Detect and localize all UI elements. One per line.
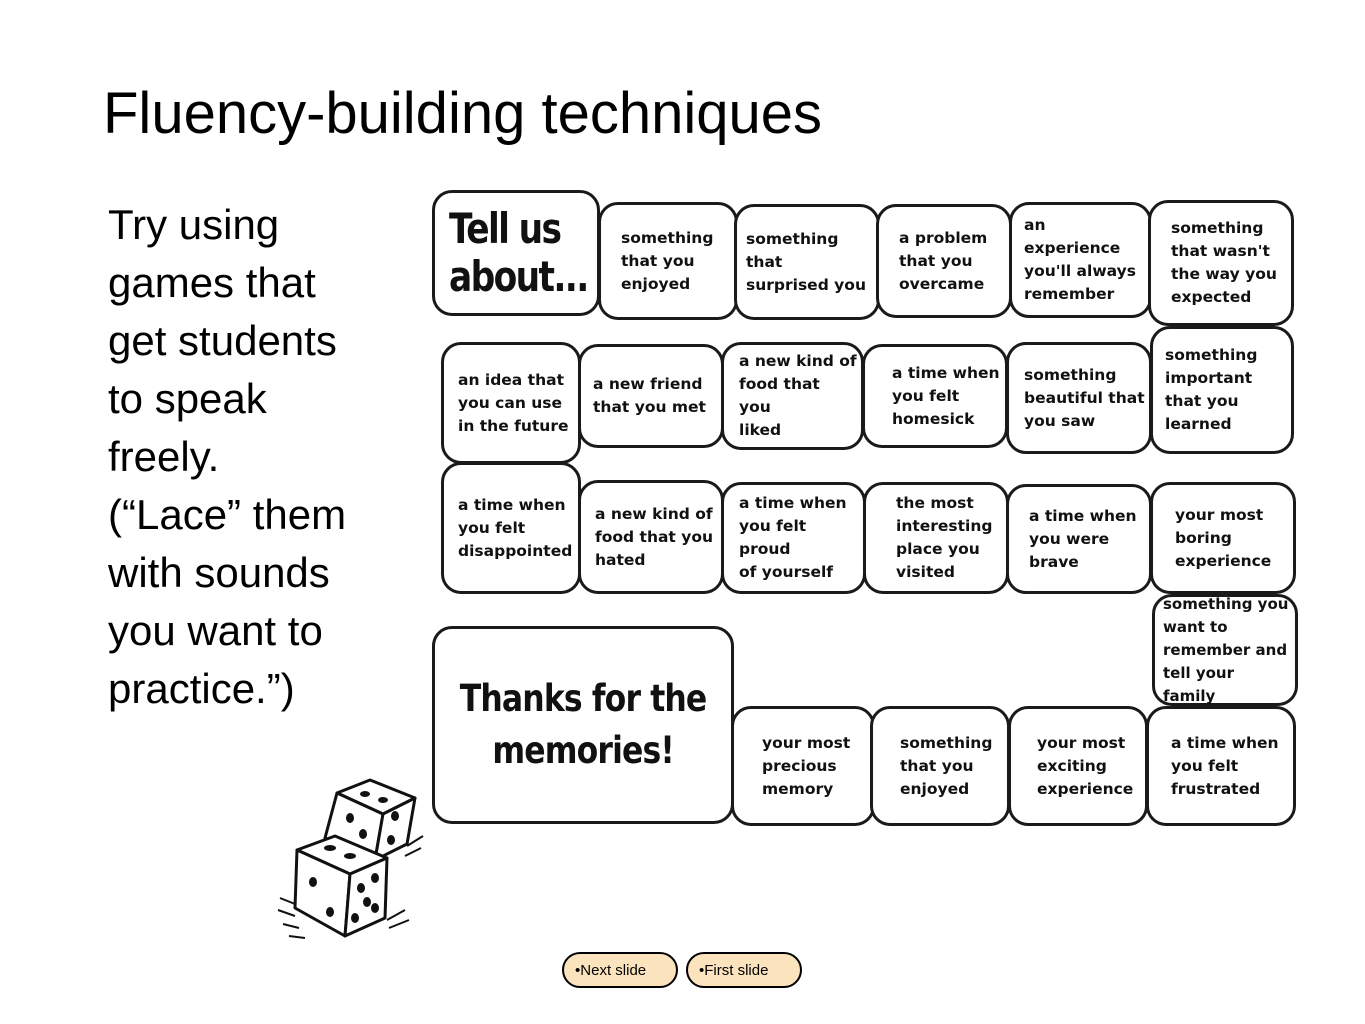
body-line: games that [108, 259, 316, 306]
body-line: Try using [108, 201, 280, 248]
board-space: a time when you felt disappointed [441, 462, 581, 594]
board-space: a time when you were brave [1006, 484, 1152, 594]
board-space: a problem that you overcame [876, 204, 1012, 318]
next-slide-label: Next slide [580, 961, 647, 979]
board-space: the most interesting place you visited [863, 482, 1009, 594]
board-space: a new friend that you met [578, 344, 724, 448]
body-line: practice.”) [108, 665, 295, 712]
board-space: a time when you felt proud of yourself [721, 482, 866, 594]
body-line: with sounds [108, 549, 330, 596]
body-line: you want to [108, 607, 323, 654]
bullet-dot: • [699, 961, 705, 979]
body-line: to speak [108, 375, 267, 422]
board-space: an experience you'll always remember [1009, 202, 1152, 318]
board-space: something important that you learned [1150, 326, 1294, 454]
board-space: something that you enjoyed [870, 706, 1010, 826]
board-space: a time when you felt frustrated [1146, 706, 1296, 826]
board-space: your most boring experience [1150, 482, 1296, 594]
dice-icon [275, 778, 425, 948]
board-space: your most precious memory [731, 706, 875, 826]
board-space: something beautiful that you saw [1006, 342, 1152, 454]
first-slide-button[interactable] [686, 952, 802, 988]
board-space: a new kind of food that you hated [578, 480, 724, 594]
body-line: (“Lace” them [108, 491, 347, 538]
board-space: something that surprised you [734, 204, 880, 320]
body-line: freely. [108, 433, 220, 480]
bullet-dot: • [575, 961, 581, 979]
board-space: your most exciting experience [1008, 706, 1148, 826]
first-slide-label: First slide [704, 961, 769, 979]
slide-title: Fluency-building techniques [103, 81, 822, 146]
board-start-space: Tell us about... [432, 190, 600, 316]
board-space: something you want to remember and tell your family [1152, 594, 1298, 706]
board-space: something that wasn't the way you expected [1148, 200, 1294, 326]
slide-body-text [108, 196, 398, 718]
board-space: something that you enjoyed [598, 202, 738, 320]
board-finish-space: Thanks for the memories! [432, 626, 734, 824]
board-space: a new kind of food that you liked [721, 342, 864, 450]
body-line: get students [108, 317, 337, 364]
board-space: a time when you felt homesick [862, 344, 1008, 448]
board-space: an idea that you can use in the future [441, 342, 581, 464]
next-slide-button[interactable] [562, 952, 678, 988]
